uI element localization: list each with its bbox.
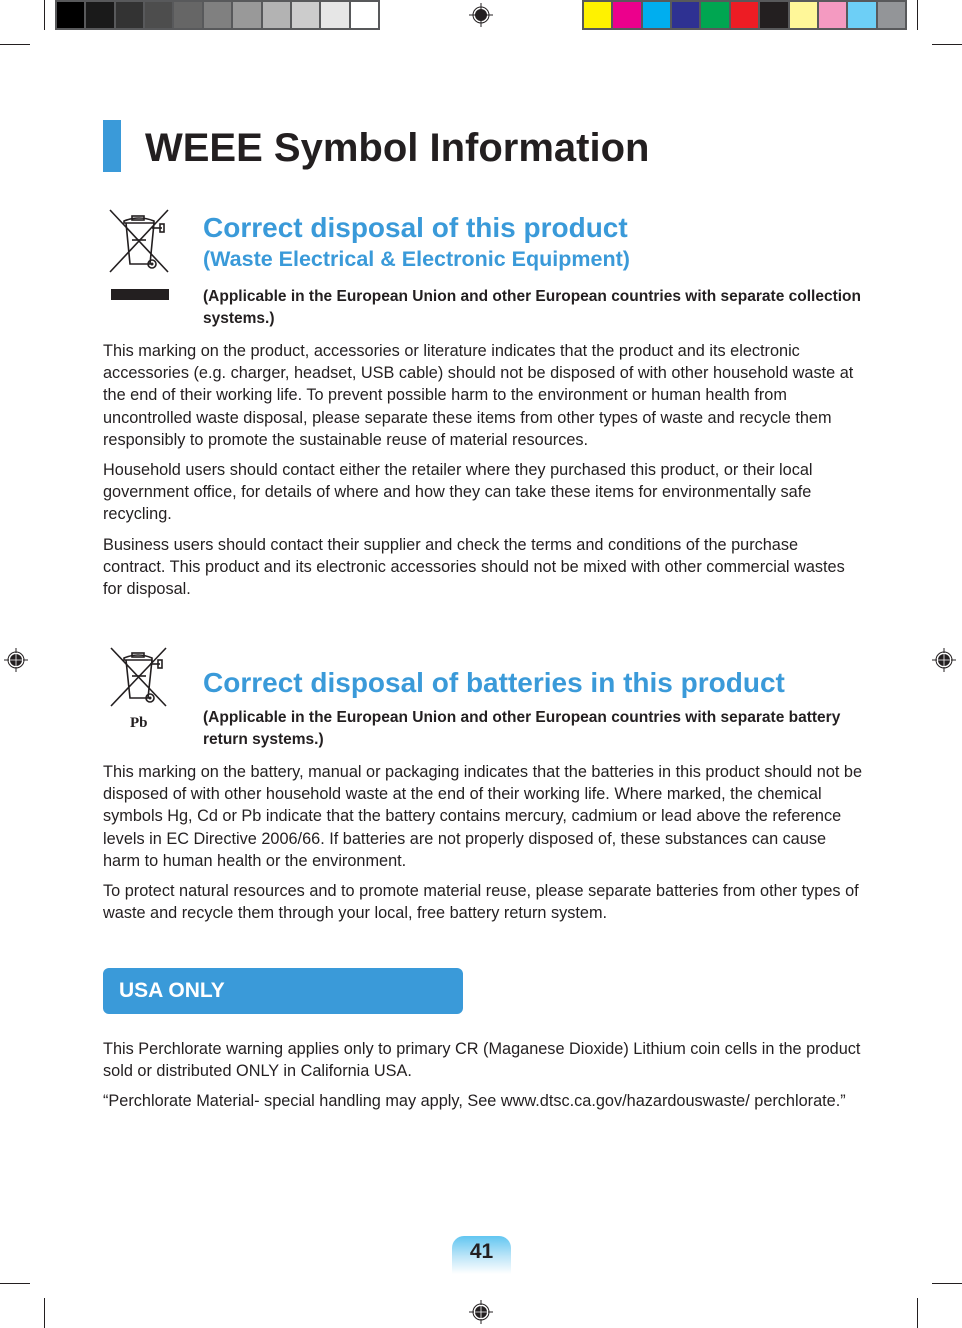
crop-mark <box>932 1283 962 1284</box>
color-swatch <box>233 2 260 28</box>
pb-chemical-symbol-label: Pb <box>130 715 148 731</box>
color-swatch <box>116 2 143 28</box>
applicability-note-batteries: (Applicable in the European Union and other European countries with separate battery return systems.) <box>203 709 841 748</box>
product-disposal-body <box>103 340 863 608</box>
paragraph: This marking on the product, accessories or literature indicates that the product and its electronic accessories (e.g. charger, headset, USB cable) should not be disposed of with other household waste at the end of their working life. To prevent possible harm to the environment or human health from uncontrolled waste disposal, please separate these items from other types of waste and recycle them responsibly to promote the sustainable reuse of material resources. <box>103 342 854 449</box>
color-swatch <box>643 2 670 28</box>
section-subheading-weee: (Waste Electrical & Electronic Equipment) <box>203 247 630 271</box>
title-accent-bar <box>103 120 121 172</box>
color-swatch <box>790 2 817 28</box>
paragraph: Business users should contact their supplier and check the terms and conditions of the purchase contract. This product and its electronic accessories should not be mixed with other commercial wastes for disposal. <box>103 535 845 599</box>
color-swatch <box>292 2 319 28</box>
section-heading-batteries: Correct disposal of batteries in this product <box>203 667 785 698</box>
registration-mark-icon <box>469 1300 493 1324</box>
usa-only-banner <box>103 968 463 1014</box>
color-swatch <box>351 2 378 28</box>
section-heading-product: Correct disposal of this product <box>203 212 628 243</box>
color-swatch <box>263 2 290 28</box>
usa-only-label: USA ONLY <box>119 979 225 1002</box>
color-swatch <box>174 2 201 28</box>
color-swatch <box>731 2 758 28</box>
color-swatch <box>57 2 84 28</box>
paragraph: This marking on the battery, manual or packaging indicates that the batteries in this product should not be disposed of with other household waste at the end of their working life. Where marked, the chemical symbols Hg, Cd or Pb indicate that the battery contains mercury, cadmium or lead above the reference levels in EC Directive 2006/66. If batteries are not properly disposed of, these substances can cause harm to human health or the environment. <box>103 763 863 870</box>
registration-mark-icon <box>469 3 493 27</box>
crop-mark <box>932 44 962 45</box>
paragraph: “Perchlorate Material- special handling may apply, See www.dtsc.ca.gov/hazardouswaste/ perchlorate.” <box>103 1092 846 1111</box>
perchlorate-warning-body <box>103 1038 863 1121</box>
color-swatch <box>760 2 787 28</box>
paragraph: Household users should contact either the retailer where they purchased this product, or their local government office, for details of where and how they can take these items for environmentally safe recycling. <box>103 461 813 524</box>
crossed-out-battery-bin-icon <box>108 646 172 708</box>
color-swatch <box>701 2 728 28</box>
crop-mark <box>0 44 30 45</box>
registration-mark-icon <box>4 648 28 672</box>
color-swatch <box>86 2 113 28</box>
paragraph: This Perchlorate warning applies only to primary CR (Maganese Dioxide) Lithium coin cells in the product sold or distributed ONLY in California USA. <box>103 1040 861 1081</box>
color-swatch <box>819 2 846 28</box>
battery-disposal-body <box>103 761 863 932</box>
crossed-out-wheelie-bin-icon <box>106 208 174 274</box>
color-swatch <box>204 2 231 28</box>
color-swatch <box>584 2 611 28</box>
crop-mark <box>917 0 918 30</box>
crop-mark <box>44 0 45 30</box>
applicability-note-product: (Applicable in the European Union and other European countries with separate collection systems.) <box>203 288 861 327</box>
page-number-tab <box>452 1236 511 1274</box>
color-swatch <box>145 2 172 28</box>
color-swatch <box>848 2 875 28</box>
crop-mark <box>917 1298 918 1328</box>
color-swatch <box>672 2 699 28</box>
crop-mark <box>0 1283 30 1284</box>
color-calibration-strip <box>582 0 907 30</box>
color-swatch <box>613 2 640 28</box>
color-swatch <box>878 2 905 28</box>
paragraph: To protect natural resources and to promote material reuse, please separate batteries from other types of waste and recycle them through your local, free battery return system. <box>103 882 859 923</box>
color-swatch <box>321 2 348 28</box>
crop-mark <box>44 1298 45 1328</box>
black-bar-marking <box>111 289 169 300</box>
grayscale-calibration-strip <box>55 0 380 30</box>
registration-mark-icon <box>932 648 956 672</box>
page-number: 41 <box>469 1240 494 1263</box>
page-title: WEEE Symbol Information <box>145 126 650 170</box>
